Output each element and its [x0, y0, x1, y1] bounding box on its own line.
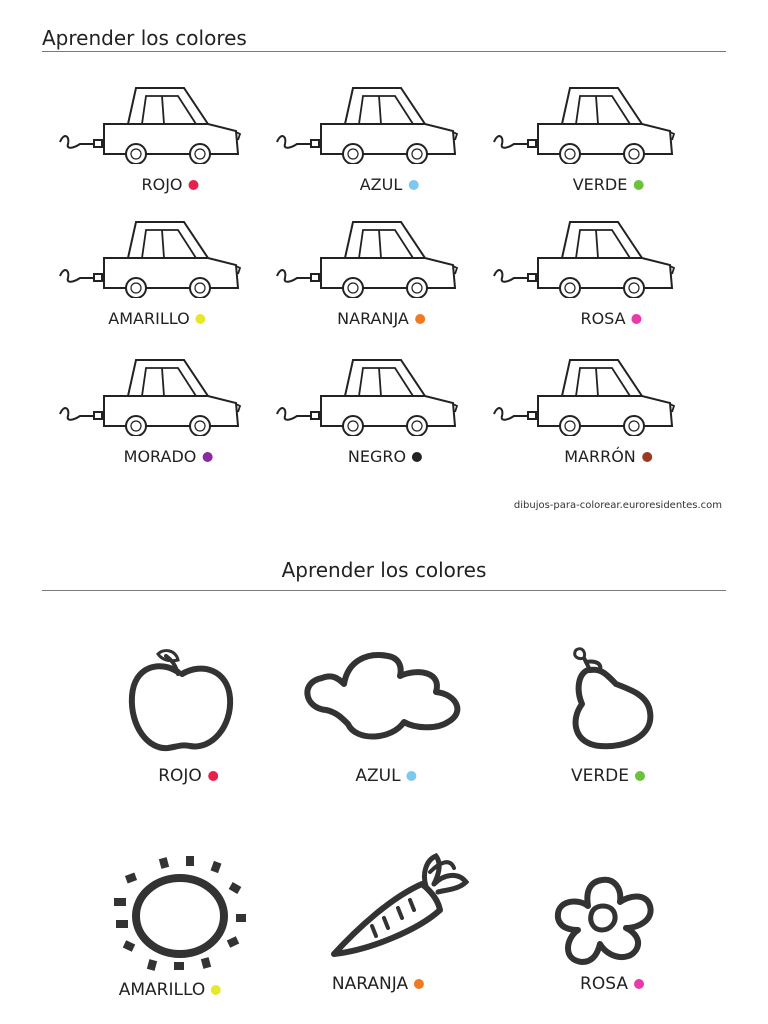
color-label-car: [141, 175, 198, 194]
title-rule-top: [42, 51, 726, 52]
cloud-icon: [296, 648, 468, 748]
color-label-picture: [158, 766, 218, 786]
color-label-car: [564, 447, 652, 466]
car-icon: [492, 218, 687, 298]
color-dot: [632, 314, 642, 324]
color-dot: [635, 771, 645, 781]
color-label-picture: [580, 974, 644, 994]
color-label-car: [580, 309, 641, 328]
color-dot: [633, 180, 643, 190]
car-icon: [58, 218, 253, 298]
label-text: AMARILLO: [108, 309, 190, 328]
label-text: VERDE: [570, 766, 630, 786]
color-label-car: [124, 447, 213, 466]
car-icon: [275, 218, 470, 298]
color-dot: [412, 452, 422, 462]
label-text: NARANJA: [337, 309, 409, 328]
label-text: AZUL: [355, 766, 401, 786]
title-rule-bottom: [42, 590, 726, 591]
label-text: VERDE: [572, 175, 628, 194]
label-text: ROJO: [141, 175, 183, 194]
car-icon: [58, 84, 253, 164]
apple-icon: [120, 646, 240, 758]
color-dot: [415, 314, 425, 324]
label-text: MORADO: [123, 447, 197, 466]
label-text: NARANJA: [331, 974, 409, 994]
color-label-picture: [571, 766, 645, 786]
label-text: ROSA: [580, 974, 628, 994]
pear-icon: [556, 640, 656, 752]
color-label-car: [108, 309, 205, 328]
flower-icon: [552, 876, 660, 970]
label-text: MARRÓN: [564, 447, 636, 466]
color-label-picture: [332, 974, 424, 994]
color-label-picture: [119, 980, 221, 1000]
color-dot: [202, 452, 212, 462]
label-text: NEGRO: [347, 447, 407, 466]
color-dot: [196, 314, 206, 324]
credit-text: dibujos-para-colorear.euroresidentes.com: [513, 500, 722, 511]
color-label-car: [348, 447, 422, 466]
car-icon: [58, 356, 253, 436]
car-icon: [275, 356, 470, 436]
color-label-car: [337, 309, 425, 328]
sun-icon: [112, 856, 248, 974]
color-dot: [634, 979, 644, 989]
color-dot: [208, 771, 218, 781]
label-text: ROJO: [158, 766, 202, 786]
car-icon: [492, 356, 687, 436]
color-dot: [408, 180, 418, 190]
carrot-icon: [326, 850, 476, 960]
car-icon: [275, 84, 470, 164]
label-text: ROSA: [580, 309, 626, 328]
color-dot: [189, 180, 199, 190]
page-title-top: Aprender los colores: [42, 26, 247, 50]
color-label-picture: [355, 766, 416, 786]
color-dot: [211, 985, 221, 995]
color-dot: [407, 771, 417, 781]
label-text: AMARILLO: [118, 980, 206, 1000]
color-label-car: [360, 175, 419, 194]
color-dot: [642, 452, 652, 462]
color-label-car: [573, 175, 644, 194]
label-text: AZUL: [359, 175, 403, 194]
color-dot: [414, 979, 424, 989]
car-icon: [492, 84, 687, 164]
page-title-bottom: Aprender los colores: [281, 558, 487, 582]
